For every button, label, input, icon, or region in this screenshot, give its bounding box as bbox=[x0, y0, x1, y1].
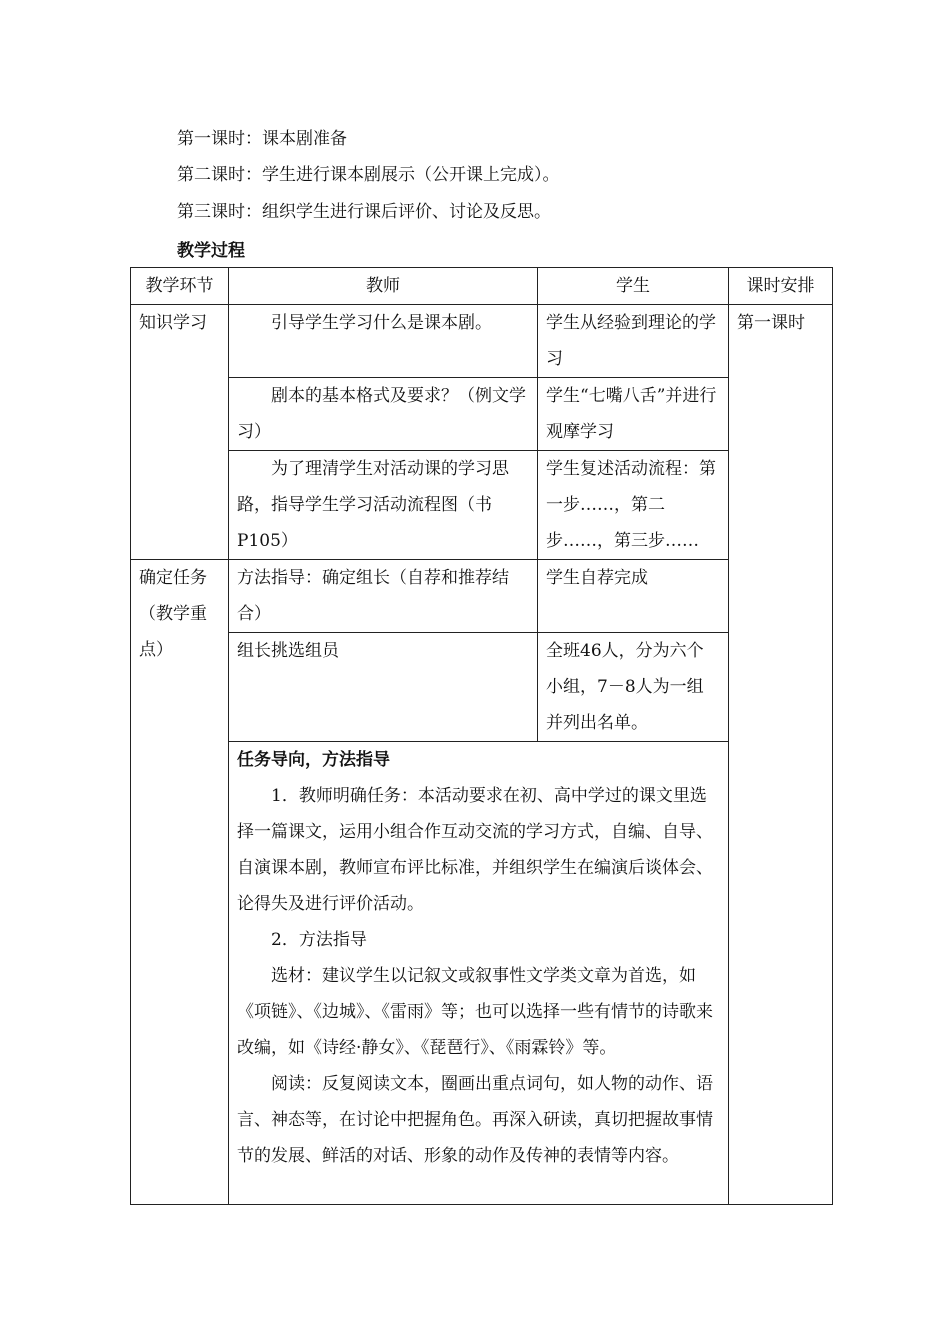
schedule-line-3: 第三课时：组织学生进行课后评价、讨论及反思。 bbox=[177, 202, 551, 222]
header-period: 课时安排 bbox=[729, 268, 833, 305]
student-cell: 学生“七嘴八舌”并进行观摩学习 bbox=[538, 378, 729, 451]
stage-cell-knowledge: 知识学习 bbox=[131, 305, 229, 560]
schedule-line-1: 第一课时：课本剧准备 bbox=[177, 129, 347, 149]
header-student: 学生 bbox=[538, 268, 729, 305]
table-row bbox=[131, 305, 833, 378]
table-row bbox=[131, 742, 833, 1205]
guide-cell bbox=[229, 742, 729, 1205]
header-teacher: 教师 bbox=[229, 268, 538, 305]
student-cell: 学生复述活动流程：第一步……，第二步……，第三步…… bbox=[538, 451, 729, 560]
guide-paragraph-1: 1．教师明确任务：本活动要求在初、高中学过的课文里选择一篇课文，运用小组合作互动交流的学习方式，自编、自导、自演课本剧，教师宣布评比标准，并组织学生在编演后谈体会、论得失及进行评价活动。 bbox=[237, 786, 713, 914]
table-header-row bbox=[131, 268, 833, 305]
teacher-cell: 引导学生学习什么是课本剧。 bbox=[229, 305, 538, 378]
guide-title: 任务导向，方法指导 bbox=[237, 750, 390, 770]
guide-paragraph-4: 阅读：反复阅读文本，圈画出重点词句，如人物的动作、语言、神态等，在讨论中把握角色。再深入研读，真切把握故事情节的发展、鲜活的对话、形象的动作及传神的表情等内容。 bbox=[237, 1074, 713, 1166]
teacher-cell: 方法指导：确定组长（自荐和推荐结合） bbox=[229, 560, 538, 633]
guide-paragraph-3: 选材：建议学生以记叙文或叙事性文学类文章为首选，如《项链》、《边城》、《雷雨》等；也可以选择一些有情节的诗歌来改编，如《诗经·静女》、《琵琶行》、《雨霖铃》等。 bbox=[237, 966, 713, 1058]
table-row bbox=[131, 633, 833, 742]
teacher-cell: 剧本的基本格式及要求？（例文学习） bbox=[229, 378, 538, 451]
teacher-cell: 为了理清学生对活动课的学习思路，指导学生学习活动流程图（书P105） bbox=[229, 451, 538, 560]
schedule-line-2: 第二课时：学生进行课本剧展示（公开课上完成）。 bbox=[177, 165, 560, 185]
table-row bbox=[131, 378, 833, 451]
stage-cell-task: 确定任务（教学重点） bbox=[131, 560, 229, 1205]
student-cell: 学生自荐完成 bbox=[538, 560, 729, 633]
table-row bbox=[131, 451, 833, 560]
student-cell: 全班46人，分为六个小组，7－8人为一组并列出名单。 bbox=[538, 633, 729, 742]
student-cell: 学生从经验到理论的学习 bbox=[538, 305, 729, 378]
period-cell: 第一课时 bbox=[729, 305, 833, 1205]
teacher-cell: 组长挑选组员 bbox=[229, 633, 538, 742]
section-title: 教学过程 bbox=[177, 241, 245, 261]
teaching-process-table bbox=[130, 267, 833, 1205]
table-row bbox=[131, 560, 833, 633]
guide-paragraph-2: 2．方法指导 bbox=[271, 930, 367, 950]
header-stage: 教学环节 bbox=[131, 268, 229, 305]
